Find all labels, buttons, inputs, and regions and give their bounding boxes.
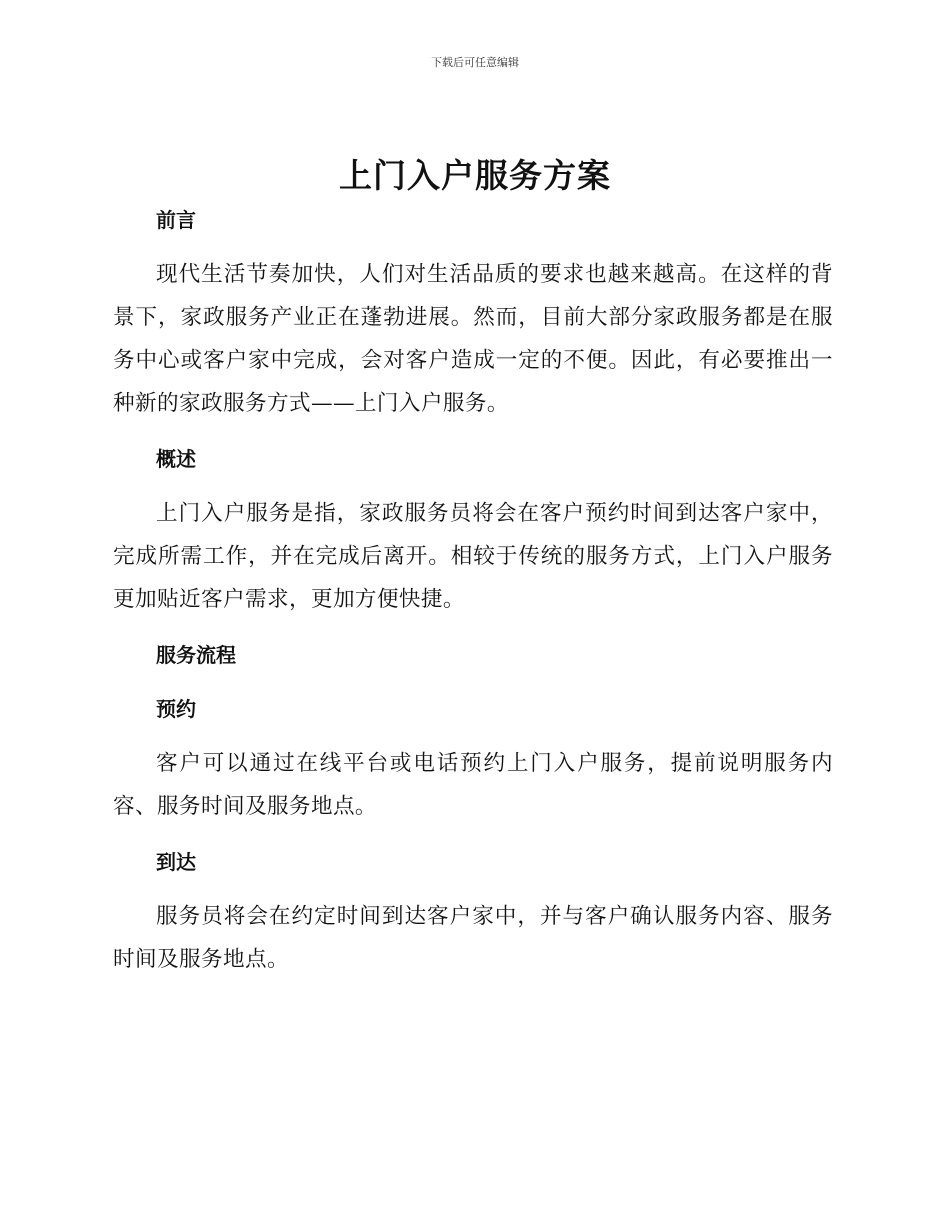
heading-service-process: 服务流程 [156, 643, 236, 667]
heading-arrival: 到达 [156, 850, 196, 874]
document-title: 上门入户服务方案 [339, 156, 611, 195]
heading-overview: 概述 [156, 447, 196, 471]
page-header: 下载后可任意编辑 [431, 56, 519, 69]
paragraph-preface: 现代生活节奏加快，人们对生活品质的要求也越来越高。在这样的背景下，家政服务产业正在蓬勃进展。然而，目前大部分家政服务都是在服务中心或客户家中完成，会对客户造成一定的不便。因此，有必要推出一种新的家政服务方式——上门入户服务。 [113, 262, 833, 416]
document-body [113, 200, 833, 981]
heading-preface: 前言 [156, 208, 196, 232]
paragraph-overview: 上门入户服务是指，家政服务员将会在客户预约时间到达客户家中，完成所需工作，并在完成后离开。相较于传统的服务方式，上门入户服务更加贴近客户需求，更加方便快捷。 [113, 501, 833, 612]
heading-booking: 预约 [156, 697, 196, 721]
paragraph-arrival: 服务员将会在约定时间到达客户家中，并与客户确认服务内容、服务时间及服务地点。 [113, 904, 833, 972]
paragraph-booking: 客户可以通过在线平台或电话预约上门入户服务，提前说明服务内容、服务时间及服务地点。 [113, 751, 833, 819]
